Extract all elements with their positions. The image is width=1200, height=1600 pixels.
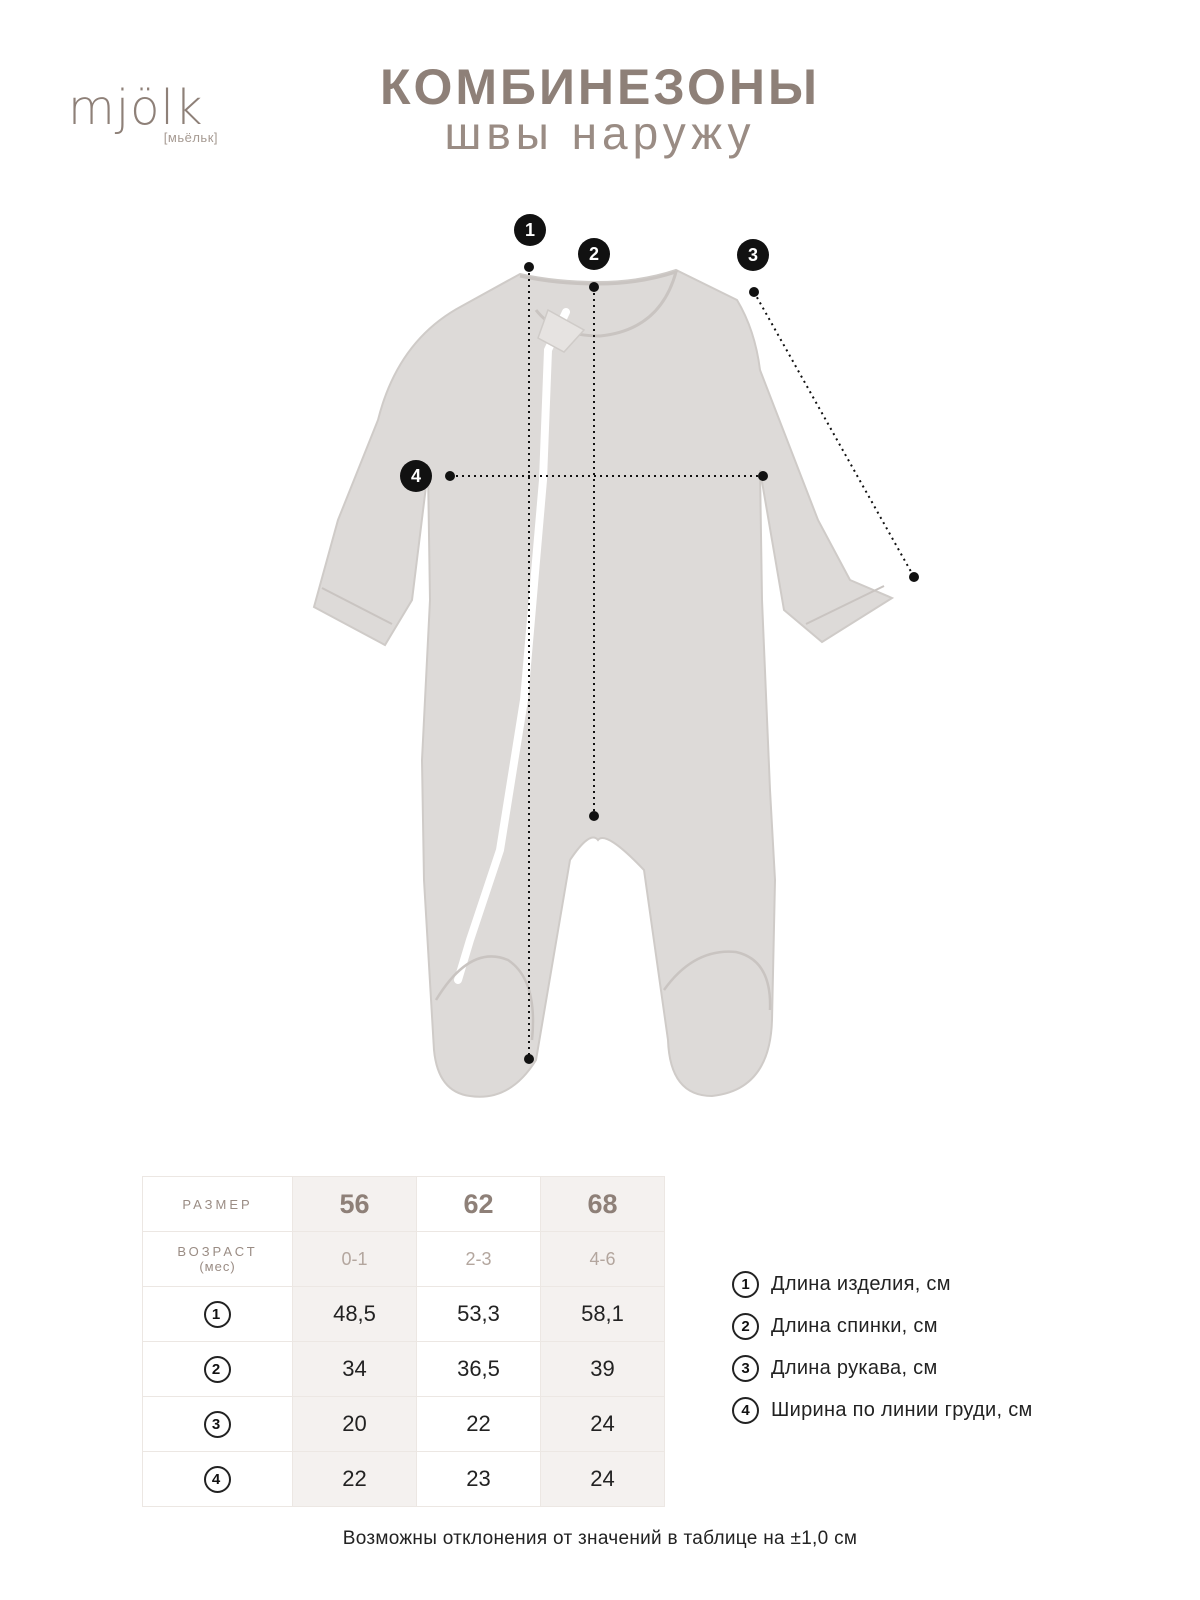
legend-number: 2	[732, 1313, 759, 1340]
age-value: 4-6	[541, 1232, 665, 1287]
endpoint-3-bottom	[909, 572, 919, 582]
age-value: 2-3	[417, 1232, 541, 1287]
marker-badge-1	[514, 214, 546, 246]
row-number: 3	[204, 1411, 231, 1438]
row-number: 4	[204, 1466, 231, 1493]
marker-badge-3	[737, 239, 769, 271]
legend-item	[732, 1347, 1033, 1389]
table-row	[143, 1287, 665, 1342]
size-56: 56	[293, 1177, 417, 1232]
endpoint-4-right	[758, 471, 768, 481]
endpoint-1-bottom	[524, 1054, 534, 1064]
endpoint-2-bottom	[589, 811, 599, 821]
table-cell: 24	[541, 1452, 665, 1507]
size-label: РАЗМЕР	[143, 1177, 293, 1232]
table-cell: 58,1	[541, 1287, 665, 1342]
marker-badge-2	[578, 238, 610, 270]
jumpsuit-illustration	[314, 270, 892, 1097]
endpoint-1-top	[524, 262, 534, 272]
table-cell: 36,5	[417, 1342, 541, 1397]
row-number-cell	[143, 1452, 293, 1507]
legend-label: Длина изделия, см	[771, 1272, 951, 1295]
page-subtitle: швы наружу	[444, 107, 756, 159]
row-number-cell	[143, 1342, 293, 1397]
jumpsuit-body	[314, 270, 892, 1097]
legend-item	[732, 1389, 1033, 1431]
table-cell: 23	[417, 1452, 541, 1507]
legend-number: 1	[732, 1271, 759, 1298]
marker-badge-3-label: 3	[747, 245, 759, 265]
page-title: КОМБИНЕЗОНЫ	[379, 59, 820, 115]
table-cell: 20	[293, 1397, 417, 1452]
table-cell: 53,3	[417, 1287, 541, 1342]
size-62: 62	[417, 1177, 541, 1232]
size-table	[142, 1176, 665, 1507]
legend-item	[732, 1263, 1033, 1305]
table-cell: 22	[293, 1452, 417, 1507]
size-row	[143, 1177, 665, 1232]
row-number-cell	[143, 1397, 293, 1452]
legend-item	[732, 1305, 1033, 1347]
endpoint-3-top	[749, 287, 759, 297]
table-row	[143, 1397, 665, 1452]
table-cell: 22	[417, 1397, 541, 1452]
legend-number: 4	[732, 1397, 759, 1424]
brand-transcription: [мьёльк]	[163, 130, 218, 145]
marker-badge-2-label: 2	[588, 244, 600, 264]
marker-badge-4	[400, 460, 432, 492]
table-cell: 39	[541, 1342, 665, 1397]
age-value: 0-1	[293, 1232, 417, 1287]
age-label: ВОЗРАСТ	[177, 1244, 258, 1259]
endpoint-4-left	[445, 471, 455, 481]
marker-badge-1-label: 1	[524, 220, 536, 240]
legend-label: Длина спинки, см	[771, 1314, 938, 1337]
size-68: 68	[541, 1177, 665, 1232]
table-cell: 34	[293, 1342, 417, 1397]
table-row	[143, 1452, 665, 1507]
table-row	[143, 1342, 665, 1397]
legend-label: Длина рукава, см	[771, 1356, 938, 1379]
marker-badge-4-label: 4	[410, 466, 422, 486]
age-unit: (мес)	[199, 1259, 236, 1274]
row-number: 1	[204, 1301, 231, 1328]
legend-number: 3	[732, 1355, 759, 1382]
legend-label: Ширина по линии груди, см	[771, 1398, 1033, 1421]
endpoint-2-top	[589, 282, 599, 292]
tolerance-footnote: Возможны отклонения от значений в таблице на ±1,0 см	[342, 1528, 858, 1549]
brand-name: mjölk	[68, 80, 204, 136]
table-cell: 24	[541, 1397, 665, 1452]
row-number-cell	[143, 1287, 293, 1342]
age-row	[143, 1232, 665, 1287]
table-cell: 48,5	[293, 1287, 417, 1342]
row-number: 2	[204, 1356, 231, 1383]
age-label-cell	[143, 1232, 293, 1287]
measurement-legend	[732, 1263, 1033, 1431]
